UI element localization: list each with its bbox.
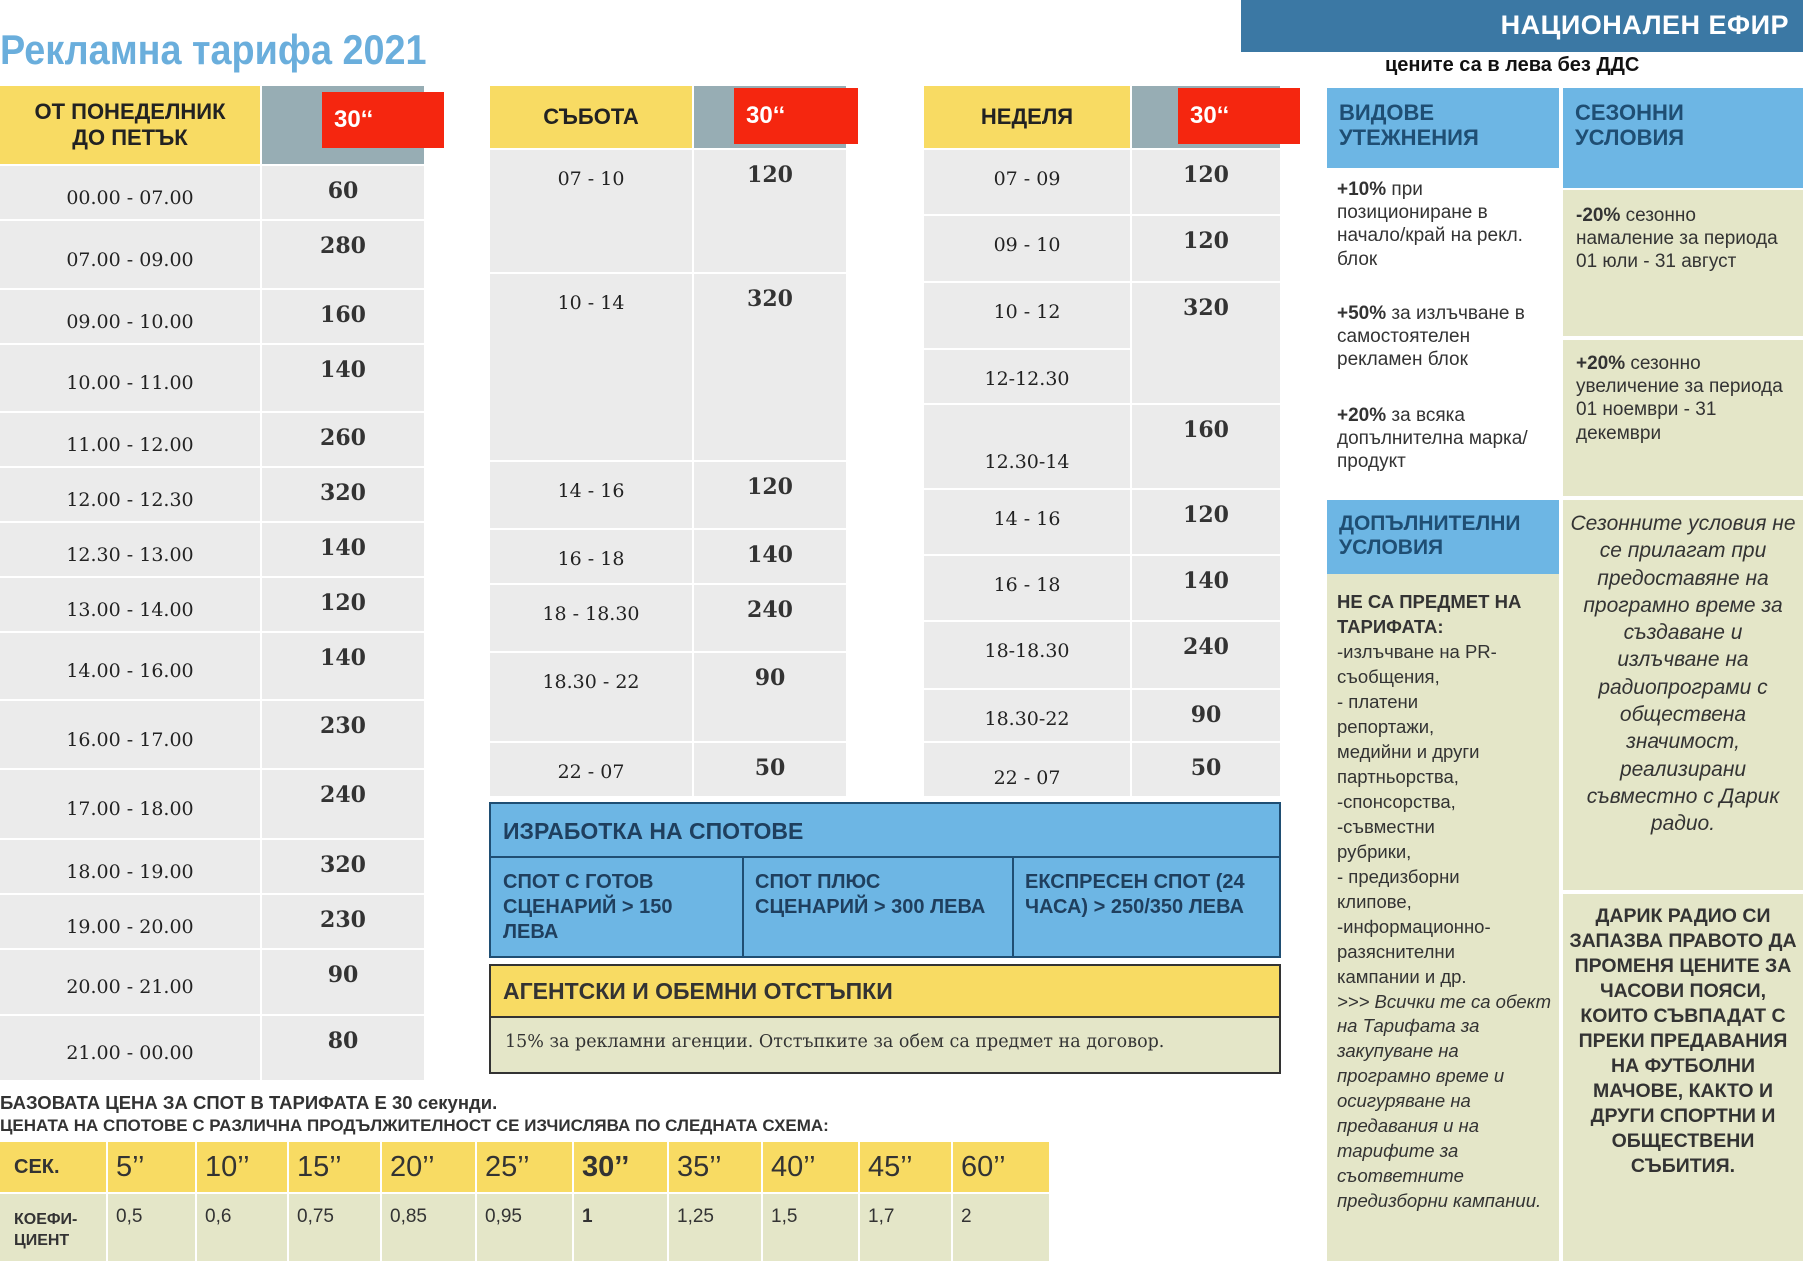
saturday-price: 320 <box>694 274 846 460</box>
weekday-price: 160 <box>262 290 424 343</box>
sunday-slot: 12-12.30 <box>924 350 1130 403</box>
weekday-slot: 12.00 - 12.30 <box>0 468 260 521</box>
sunday-price: 50 <box>1132 743 1280 796</box>
weekday-price: 260 <box>262 413 424 466</box>
page-title: Рекламна тарифа 2021 <box>0 26 427 73</box>
discounts-text: 15% за рекламни агенции. Отстъпките за обем са предмет на договор. <box>505 1032 1165 1052</box>
weighting-item-2: +50% за излъчване в самостоятелен рекламен блок <box>1337 303 1525 371</box>
seasonal-header <box>1563 88 1803 188</box>
additional-title-line2: УСЛОВИЯ <box>1339 536 1444 560</box>
coef-duration: 5’’ <box>108 1142 195 1192</box>
coef-label-line1: КОЕФИ- <box>14 1211 78 1228</box>
coef-duration: 20’’ <box>382 1142 475 1192</box>
weekday-slot: 16.00 - 17.00 <box>0 701 260 768</box>
coef-duration: 60’’ <box>953 1142 1049 1192</box>
weekday-slot: 09.00 - 10.00 <box>0 290 260 343</box>
sunday-header: НЕДЕЛЯ <box>924 86 1130 148</box>
additional-line: -съвместни <box>1337 815 1435 837</box>
sunday-price: 160 <box>1132 405 1280 488</box>
weekday-slot: 00.00 - 07.00 <box>0 166 260 219</box>
seasonal-note: Сезонните условия не се прилагат при предоставяне на програмно време за създаване и излъчване на радиопрограми с обществена значимост, реализирани съвместно с Дарик радио. <box>1570 512 1796 836</box>
coef-value: 1,5 <box>763 1194 858 1261</box>
additional-title-line1: ДОПЪЛНИТЕЛНИ <box>1339 512 1521 535</box>
coef-duration: 10’’ <box>197 1142 287 1192</box>
weekday-price: 120 <box>262 578 424 631</box>
seasonal-item-2: +20% сезонно увеличение за периода 01 ноември - 31 декември <box>1576 353 1783 444</box>
weekday-title-line1: ОТ ПОНЕДЕЛНИК <box>34 98 226 124</box>
seasonal-title-line1: СЕЗОННИ <box>1575 100 1684 125</box>
spot-production-box <box>489 802 1281 958</box>
weekday-slot: 13.00 - 14.00 <box>0 578 260 631</box>
weekday-price: 230 <box>262 895 424 948</box>
weighting-title-line2: УТЕЖНЕНИЯ <box>1339 125 1479 151</box>
base-price-line2: ЦЕНАТА НА СПОТОВЕ С РАЗЛИЧНА ПРОДЪЛЖИТЕЛНОСТ СЕ ИЗЧИСЛЯВА ПО СЛЕДНАТА СХЕМА: <box>0 1116 829 1135</box>
weekday-slot: 17.00 - 18.00 <box>0 770 260 838</box>
saturday-header: СЪБОТА <box>490 86 692 148</box>
coef-duration: 45’’ <box>860 1142 951 1192</box>
national-broadcast-band <box>1241 0 1803 52</box>
additional-line: рубрики, <box>1337 840 1412 862</box>
saturday-slot: 18.30 - 22 <box>490 653 692 741</box>
additional-line: репортажи, <box>1337 715 1435 737</box>
vat-note: цените са в лева без ДДС <box>1385 54 1640 76</box>
saturday-slot: 22 - 07 <box>490 743 692 796</box>
weekday-price: 280 <box>262 221 424 288</box>
weekday-price: 80 <box>262 1016 424 1080</box>
additional-line: -излъчване на PR- <box>1337 640 1497 662</box>
saturday-slot: 14 - 16 <box>490 462 692 528</box>
weekday-price: 240 <box>262 770 424 838</box>
saturday-price: 120 <box>694 150 846 272</box>
additional-text <box>1337 590 1552 1214</box>
additional-line: -информационно- <box>1337 915 1491 937</box>
additional-line: клипове, <box>1337 890 1412 912</box>
spot-express: ЕКСПРЕСЕН СПОТ (24 ЧАСА) > 250/350 ЛЕВА <box>1025 871 1245 918</box>
saturday-price: 90 <box>694 653 846 741</box>
weekday-price: 320 <box>262 840 424 893</box>
coef-duration: 35’’ <box>669 1142 761 1192</box>
sunday-slot: 10 - 12 <box>924 283 1130 348</box>
coef-value: 0,85 <box>382 1194 475 1261</box>
additional-line: - предизборни <box>1337 865 1460 887</box>
coef-duration: 30’’ <box>574 1142 667 1192</box>
weekday-price: 60 <box>262 166 424 219</box>
sunday-slot: 12.30-14 <box>924 405 1130 488</box>
weekday-price: 140 <box>262 523 424 576</box>
coef-value: 0,95 <box>477 1194 572 1261</box>
weekday-price: 230 <box>262 701 424 768</box>
saturday-price: 240 <box>694 585 846 651</box>
reserve-note: ДАРИК РАДИО СИ ЗАПАЗВА ПРАВОТО ДА ПРОМЕНЯ ЦЕНИТЕ ЗА ЧАСОВИ ПОЯСИ, КОИТО СЪВПАДАТ С ПРЕКИ ПРЕДАВАНИЯ НА ФУТБОЛНИ МАЧОВЕ, КАКТО И ДРУГИ СПОРТНИ И ОБЩЕСТВЕНИ СЪБИТИЯ. <box>1569 905 1797 1177</box>
coef-value: 0,6 <box>197 1194 287 1261</box>
weighting-item-1: +10% при позициониране в начало/край на рекл. блок <box>1337 179 1523 270</box>
additional-line: кампании и др. <box>1337 965 1467 987</box>
spot-ready-script: СПОТ С ГОТОВ СЦЕНАРИЙ > 150 ЛЕВА <box>503 871 673 943</box>
additional-line: - платени <box>1337 690 1419 712</box>
additional-lines <box>1337 640 1552 990</box>
weekday-slot: 11.00 - 12.00 <box>0 413 260 466</box>
sunday-price: 120 <box>1132 150 1280 214</box>
coef-duration: 25’’ <box>477 1142 572 1192</box>
discounts-title: АГЕНТСКИ И ОБЕМНИ ОТСТЪПКИ <box>503 978 893 1004</box>
sunday-price: 320 <box>1132 283 1280 403</box>
saturday-slot: 16 - 18 <box>490 530 692 583</box>
band-title: НАЦИОНАЛЕН ЕФИР <box>1500 10 1789 40</box>
weekday-slot: 14.00 - 16.00 <box>0 633 260 699</box>
coef-value: 0,75 <box>289 1194 380 1261</box>
coef-value: 2 <box>953 1194 1049 1261</box>
weighting-item-3: +20% за всяка допълнителна марка/продукт <box>1337 405 1528 473</box>
additional-line: партньорства, <box>1337 765 1459 787</box>
saturday-price: 120 <box>694 462 846 528</box>
discounts-header <box>489 964 1281 1018</box>
sunday-slot: 07 - 09 <box>924 150 1130 214</box>
base-price-line1: БАЗОВАТА ЦЕНА ЗА СПОТ В ТАРИФАТА Е 30 секунди. <box>0 1092 498 1113</box>
weekday-slot: 12.30 - 13.00 <box>0 523 260 576</box>
sunday-price: 140 <box>1132 556 1280 620</box>
sunday-duration-tag: 30‘‘ <box>1178 88 1300 144</box>
coef-duration: 40’’ <box>763 1142 858 1192</box>
seasonal-item-1: -20% сезонно намаление за периода 01 юли - 31 август <box>1576 205 1778 273</box>
sunday-price: 240 <box>1132 622 1280 688</box>
coef-value: 0,5 <box>108 1194 195 1261</box>
additional-italic-note: >>> Всички те са обект на Тарифата за закупуване на програмно време и осигуряване на предавания и на тарифите за съответните предизборни кампании. <box>1337 990 1552 1212</box>
coef-sec-label: СЕК. <box>0 1142 106 1192</box>
additional-line: -спонсорства, <box>1337 790 1456 812</box>
weekday-header <box>0 86 260 164</box>
coef-duration: 15’’ <box>289 1142 380 1192</box>
spot-production-title: ИЗРАБОТКА НА СПОТОВЕ <box>503 818 804 844</box>
saturday-price: 50 <box>694 743 846 796</box>
weekday-slot: 20.00 - 21.00 <box>0 950 260 1014</box>
weighting-header <box>1327 88 1559 168</box>
coef-value: 1,7 <box>860 1194 951 1261</box>
sunday-price: 120 <box>1132 490 1280 554</box>
weekday-price: 320 <box>262 468 424 521</box>
coef-label-line2: ЦИЕНТ <box>14 1231 70 1249</box>
weekday-price: 90 <box>262 950 424 1014</box>
weekday-title-line2: ДО ПЕТЪК <box>72 125 188 150</box>
sunday-price: 120 <box>1132 216 1280 281</box>
coef-label <box>0 1194 106 1261</box>
additional-line: съобщения, <box>1337 665 1440 687</box>
weighting-title-line1: ВИДОВЕ <box>1339 100 1435 125</box>
saturday-price: 140 <box>694 530 846 583</box>
seasonal-title-line2: УСЛОВИЯ <box>1575 125 1685 151</box>
additional-line: разяснителни <box>1337 940 1455 962</box>
discounts-body <box>489 1018 1281 1074</box>
sunday-slot: 18-18.30 <box>924 622 1130 688</box>
sunday-slot: 09 - 10 <box>924 216 1130 281</box>
weekday-price: 140 <box>262 633 424 699</box>
spot-divider <box>491 856 1279 858</box>
saturday-slot: 07 - 10 <box>490 150 692 272</box>
coef-value: 1 <box>574 1194 667 1261</box>
weekday-duration-tag: 30‘‘ <box>322 92 444 148</box>
weekday-slot: 19.00 - 20.00 <box>0 895 260 948</box>
saturday-slot: 10 - 14 <box>490 274 692 460</box>
saturday-duration-tag: 30‘‘ <box>734 88 858 144</box>
sunday-price: 90 <box>1132 690 1280 741</box>
additional-subtitle: НЕ СА ПРЕДМЕТ НА ТАРИФАТА: <box>1337 591 1522 637</box>
additional-header <box>1327 500 1559 574</box>
spot-plus-script: СПОТ ПЛЮС СЦЕНАРИЙ > 300 ЛЕВА <box>755 871 986 918</box>
sunday-slot: 14 - 16 <box>924 490 1130 554</box>
sunday-slot: 16 - 18 <box>924 556 1130 620</box>
weekday-slot: 10.00 - 11.00 <box>0 345 260 411</box>
additional-line: медийни и други <box>1337 740 1480 762</box>
saturday-slot: 18 - 18.30 <box>490 585 692 651</box>
weekday-slot: 18.00 - 19.00 <box>0 840 260 893</box>
sunday-slot: 22 - 07 <box>924 743 1130 796</box>
weekday-slot: 21.00 - 00.00 <box>0 1016 260 1080</box>
weekday-price: 140 <box>262 345 424 411</box>
coef-value: 1,25 <box>669 1194 761 1261</box>
sunday-slot: 18.30-22 <box>924 690 1130 741</box>
weekday-slot: 07.00 - 09.00 <box>0 221 260 288</box>
